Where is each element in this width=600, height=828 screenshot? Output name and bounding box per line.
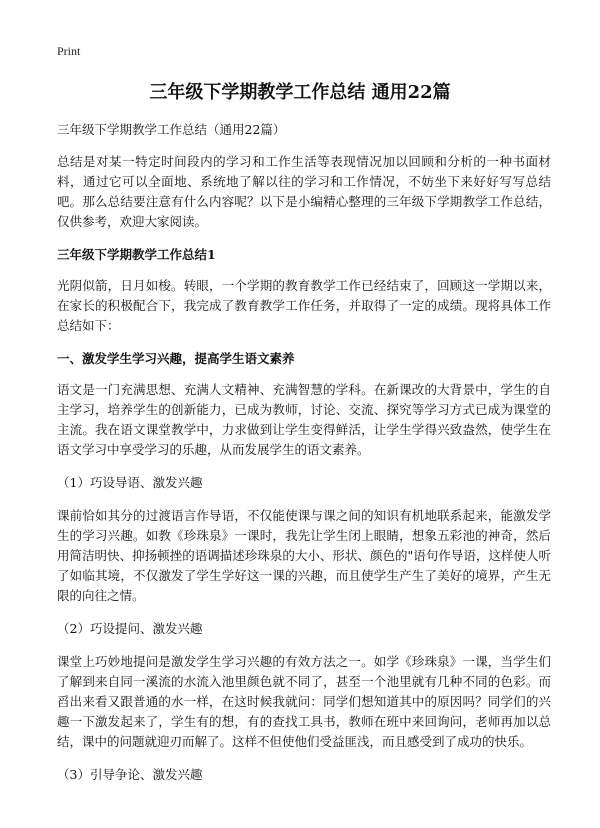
document-body [57, 120, 551, 798]
part-heading: 一、激发学生学习兴趣，提高学生语文素养 [57, 351, 295, 366]
sub-heading-1: （1）巧设导语、激发兴趣 [57, 475, 203, 490]
section-intro-paragraph: 光阴似箭，日月如梭。转眼，一个学期的教育教学工作已经结束了，回顾这一学期以来，在家长的积极配合下，我完成了教育教学工作任务，并取得了一定的成绩。现将具体工作总结如下： [57, 278, 551, 333]
intro-paragraph: 总结是对某一特定时间段内的学习和工作生活等表现情况加以回顾和分析的一种书面材料，通过它可以全面地、系统地了解以往的学习和工作情况，不妨坐下来好好写写总结吧。那么总结要注意有什么内容呢？以下是小编精心整理的三年级下学期教学工作总结，仅供参考，欢迎大家阅读。 [57, 154, 551, 229]
sub-heading-3: （3）引导争论、激发兴趣 [57, 767, 203, 782]
print-link[interactable]: Print [57, 44, 81, 58]
sub-heading-2: （2）巧设提问、激发兴趣 [57, 621, 203, 636]
sub-paragraph-1: 课前恰如其分的过渡语言作导语，不仅能使课与课之间的知识有机地联系起来，能激发学生的学习兴趣。如教《珍珠泉》一课时，我先让学生闭上眼睛，想象五彩池的神奇，然后用简洁明快、抑扬顿挫的语调描述珍珠泉的大小、形状、颜色的"语句作导语，这样使人听了如临其境，不仅激发了学生学好这一课的兴趣，而且使学生产生了美好的境界，产生无限的向往之情。 [57, 508, 551, 603]
part-paragraph: 语文是一门充满思想、充满人文精神、充满智慧的学科。在新课改的大背景中，学生的自主学习，培养学生的创新能力，已成为教师，讨论、交流、探究等学习方式已成为课堂的主流。我在语文课堂教学中，力求做到让学生变得鲜活，让学生学得兴致盎然，使学生在语文学习中享受学习的乐趣，从而发展学生的语文素养。 [57, 382, 551, 457]
sub-paragraph-2: 课堂上巧妙地提问是激发学生学习兴趣的有效方法之一。如学《珍珠泉》一课，当学生们了解到来自同一溪流的水流入池里颜色就不同了，甚至一个池里就有几种不同的色彩。而舀出来看又跟普通的水一样，在这时候我就问：同学们想知道其中的原因吗？同学们的兴趣一下激发起来了，学生有的想，有的查找工具书，教师在班中来回询问，老师再加以总结，课中的问题就迎刃而解了。这样不但使他们受益匪浅，而且感受到了成功的快乐。 [57, 654, 551, 749]
page-title: 三年级下学期教学工作总结 通用22篇 [149, 82, 451, 103]
document-subtitle: 三年级下学期教学工作总结（通用22篇） [57, 122, 286, 137]
section-heading: 三年级下学期教学工作总结1 [57, 247, 216, 262]
